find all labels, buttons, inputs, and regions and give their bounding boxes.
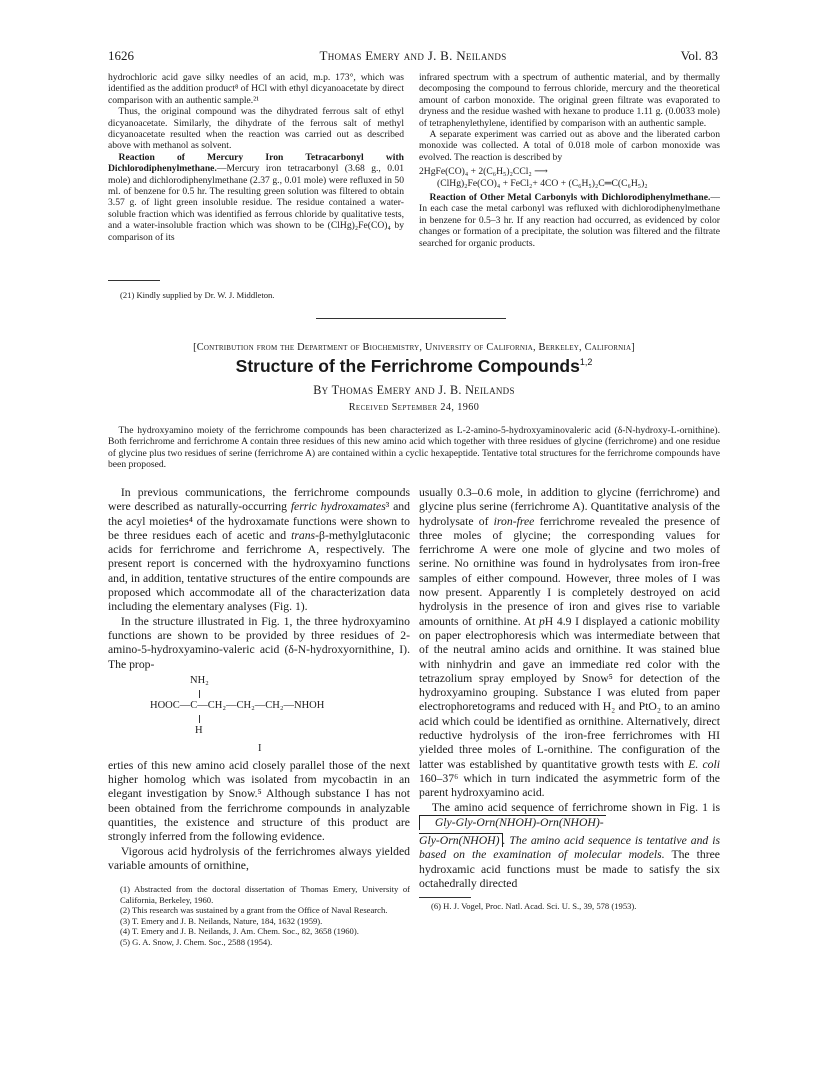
footnotes: [108, 884, 410, 947]
formula-bond-up: [199, 690, 200, 698]
equation-line-2: (ClHg)₂Fe(CO)₄ + FeCl₂+ 4CO + (C₆H₅)₂C═C(C₆H₅)₂: [437, 177, 648, 189]
footnote: (6) H. J. Vogel, Proc. Natl. Acad. Sci. U. S., 39, 578 (1953).: [431, 901, 637, 912]
footnote: (1) Abstracted from the doctoral dissertation of Thomas Emery, University of California, Berkeley, 1960.: [120, 884, 410, 905]
reaction-equation: [419, 166, 720, 177]
paragraph: In the structure illustrated in Fig. 1, the three hydroxyamino functions are shown to be provided by three residues of 2-amino-5-hydroxyamino-valeric acid (δ-N-hydroxyornithine, I). The prop-: [108, 614, 410, 671]
text-run: In previous communications, the ferrichrome compounds were described as naturally-occurring: [108, 486, 410, 514]
footnote-rule: [419, 897, 471, 898]
body-right-column: [419, 486, 720, 912]
sequence-bracket-top: Gly-Gly-Orn(NHOH)-Orn(NHOH)-: [419, 815, 606, 830]
text-run: 160–37⁶ which in turn indicated the asymmetric form of the parent hydroxyamino acid.: [419, 771, 720, 800]
text-run: ferrichrome revealed the presence of three moles of glycine; the corresponding values for ferrichrome A were one mole of glycine and two moles of serine. No ornithine was found in hydrolysates from iron-free samples of either compound. However, three moles of I was now present. Apparently I is completely destroyed on acid hydrolysis in the presence of iron and gives rise to variable amounts of ornithine. At: [419, 514, 720, 628]
paragraph: erties of this new amino acid closely parallel those of the next higher homolog which was isolated from mycobactin in an elegant investigation by Snow.⁵ Although substance I has not been obtained from the ferrichrome compounds in analyzable quantities, the existence and structure of this product are strongly inferred from the following evidence.: [108, 758, 410, 844]
prev-article-left-column: [108, 72, 404, 243]
structural-formula-I: [108, 672, 410, 759]
text-run-italic: trans: [291, 528, 316, 542]
section-heading: Reaction of Mercury Iron Tetracarbonyl with Dichlorodiphenylmethane.: [108, 151, 404, 175]
text-run: -β-methylglutaconic acids for ferrichrome and ferrichrome A, respectively. The present report is concerned with the hydroxyamino functions and, in addition, tentative structures of the entire compounds are proposed which accommodate all of the characterization data including the elementary analyses (Fig. 1).: [108, 528, 410, 614]
reaction-equation-continued: [419, 178, 720, 189]
footnote: (5) G. A. Snow, J. Chem. Soc., 2588 (1954).: [120, 936, 273, 947]
paragraph-continued: [419, 834, 720, 891]
text-run-italic: p: [538, 614, 545, 628]
contribution-line: [Contribution from the Department of Biochemistry, University of California, Berkeley, California]: [193, 342, 635, 353]
title-text: Structure of the Ferrichrome Compounds: [235, 356, 580, 376]
paragraph: Thus, the original compound was the dihydrated ferrous salt of ethyl dicyanoacetate. Similarly, the dihydrate of the ferrous salt of methyl dicyanoacetate resulted when the reaction was carried out as described above with methanol as solvent.: [108, 106, 404, 152]
formula-bond-down: [199, 715, 200, 723]
text-run-italic: . The amino acid sequence is tentative and is based on the examination of molecular models.: [419, 834, 720, 862]
footnote: (2) This research was sustained by a grant from the Office of Naval Research.: [120, 905, 388, 916]
formula-main-chain: HOOC—C—CH₂—CH₂—CH₂—NHOH: [150, 699, 325, 711]
prev-article-right-column: [419, 72, 720, 249]
paragraph: infrared spectrum with a spectrum of authentic material, and by thermally decomposing the compound to ferrous chloride, mercury and the theoretical amount of carbon monoxide. The original green filtrate was evaporated to dryness and the residue washed with hexane to produce 1.11 g. (0.0033 mole) of tetraphenylethylene, identified by comparison with an authentic sample.: [419, 72, 720, 129]
article-title: [108, 356, 720, 377]
section-heading: Reaction of Other Metal Carbonyls with Dichlorodiphenylmethane.: [429, 192, 711, 204]
text-run: ³ and the acyl moieties⁴ of the hydroxamate functions were shown to be three residues each of acetic and: [108, 500, 410, 542]
formula-nh2: NH₂: [190, 674, 209, 686]
text-run-italic: iron-free: [493, 514, 535, 528]
running-head: [108, 48, 718, 68]
footnote: (3) T. Emery and J. B. Neilands, Nature, 184, 1632 (1959).: [120, 915, 323, 926]
text-run-italic: ferric hydroxamates: [290, 500, 386, 514]
paragraph: [419, 486, 720, 801]
paragraph: [419, 801, 720, 831]
equation-line-1: 2HgFe(CO)₄ + 2(C₆H₅)₂CCl₂ ⟶: [419, 166, 548, 178]
paragraph: Vigorous acid hydrolysis of the ferrichromes always yielded variable amounts of ornithine,: [108, 844, 410, 872]
paragraph: A separate experiment was carried out as above and the liberated carbon monoxide was collected. A total of 0.018 mole of carbon monoxide was evolved. The reaction is described by: [419, 129, 720, 163]
page-number: 1626: [108, 48, 134, 63]
footnote: (4) T. Emery and J. B. Neilands, J. Am. Chem. Soc., 82, 3658 (1960).: [120, 926, 359, 937]
formula-label: I: [258, 742, 262, 754]
text-run: usually 0.3–0.6 mole, in addition to glycine (ferrichrome) and glycine plus serine (ferrichrome A). Quantitative analysis of the hydrolysate of: [419, 486, 720, 528]
text-run: H 4.9 I displayed a cationic mobility on paper electrophoresis which was intermediate between that of the neutral amino acids and ornithine. It was stained blue with ninhydrin and gave an immediate red color with the tetrazolium spray employed by Snow⁵ for detection of the hydroxyamino grouping. Substance I was eluted from paper electrophoretograms and reduced with H₂ and PtO₂ to an amino acid which could be identified as ornithine. Alternatively, direct reductive hydrolysis of the iron-free ferrichromes with HI yielded three moles of L-ornithine. The configuration of the latter was established by quantitative growth tests with: [419, 614, 720, 771]
byline: By Thomas Emery and J. B. Neilands: [313, 383, 515, 397]
received-date: Received September 24, 1960: [348, 402, 480, 413]
running-head-authors: Thomas Emery and J. B. Neilands: [319, 48, 507, 63]
journal-volume: Vol. 83: [680, 48, 718, 63]
abstract: The hydroxyamino moiety of the ferrichrome compounds has been characterized as L-2-amino-5-hydroxyaminovaleric acid (δ-N-hydroxy-L-ornithine). Both ferrichrome and ferrichrome A contain three residues of this new amino acid which together with three residues of glycine (ferrichrome) and one residue of glycine plus two residues of serine (ferrichrome A) are contained within a cyclic hexapeptide. Tentative total structures for the ferrichrome compounds have been proposed.: [108, 425, 720, 471]
paragraph: [108, 152, 404, 243]
formula-h: H: [195, 724, 203, 736]
text-run-italic: E. coli: [688, 757, 720, 771]
text-run: The three hydroxamic acid functions must be made to satisfy the six octahedrally directed: [419, 848, 720, 891]
text-run: The amino acid sequence of ferrichrome shown in Fig. 1 is: [431, 800, 720, 814]
article-separator-rule: [316, 318, 506, 319]
body-left-column: [108, 486, 410, 947]
footnote-21: (21) Kindly supplied by Dr. W. J. Middleton.: [120, 290, 275, 300]
paragraph: [108, 486, 410, 615]
title-footnote-marks: 1,2: [579, 357, 593, 368]
paragraph: hydrochloric acid gave silky needles of an acid, m.p. 173°, which was identified as the addition product⁸ of HCl with ethyl dicyanoacetate by direct comparison with an authentic sample.²¹: [108, 72, 404, 106]
footnote-rule: [108, 280, 160, 281]
paragraph-text: —Mercury iron tetracarbonyl (3.68 g., 0.01 mole) and dichlorodiphenylmethane (2.37 g., 0.01 mole) were refluxed in 50 ml. of benzene for 0.5 hr. The resulting green solution was filtered to obtain 3.57 g. of light green insoluble residue. The residue contained a water-soluble fraction which was identified as ferrous chloride by qualitative tests, and a water-insoluble fraction which was shown to be (ClHg)₂Fe(CO)₄ by comparison of its: [108, 163, 404, 243]
sequence-bracket-end: Gly-Orn(NHOH): [419, 833, 503, 847]
paragraph-text: —In each case the metal carbonyl was refluxed with dichlorodiphenylmethane in benzene for 0.5–3 hr. If any reaction had occurred, as evidenced by color changes or formation of a precipitate, the solution was filtered and the filtrate searched for organic products.: [419, 192, 720, 249]
paragraph: [419, 192, 720, 249]
